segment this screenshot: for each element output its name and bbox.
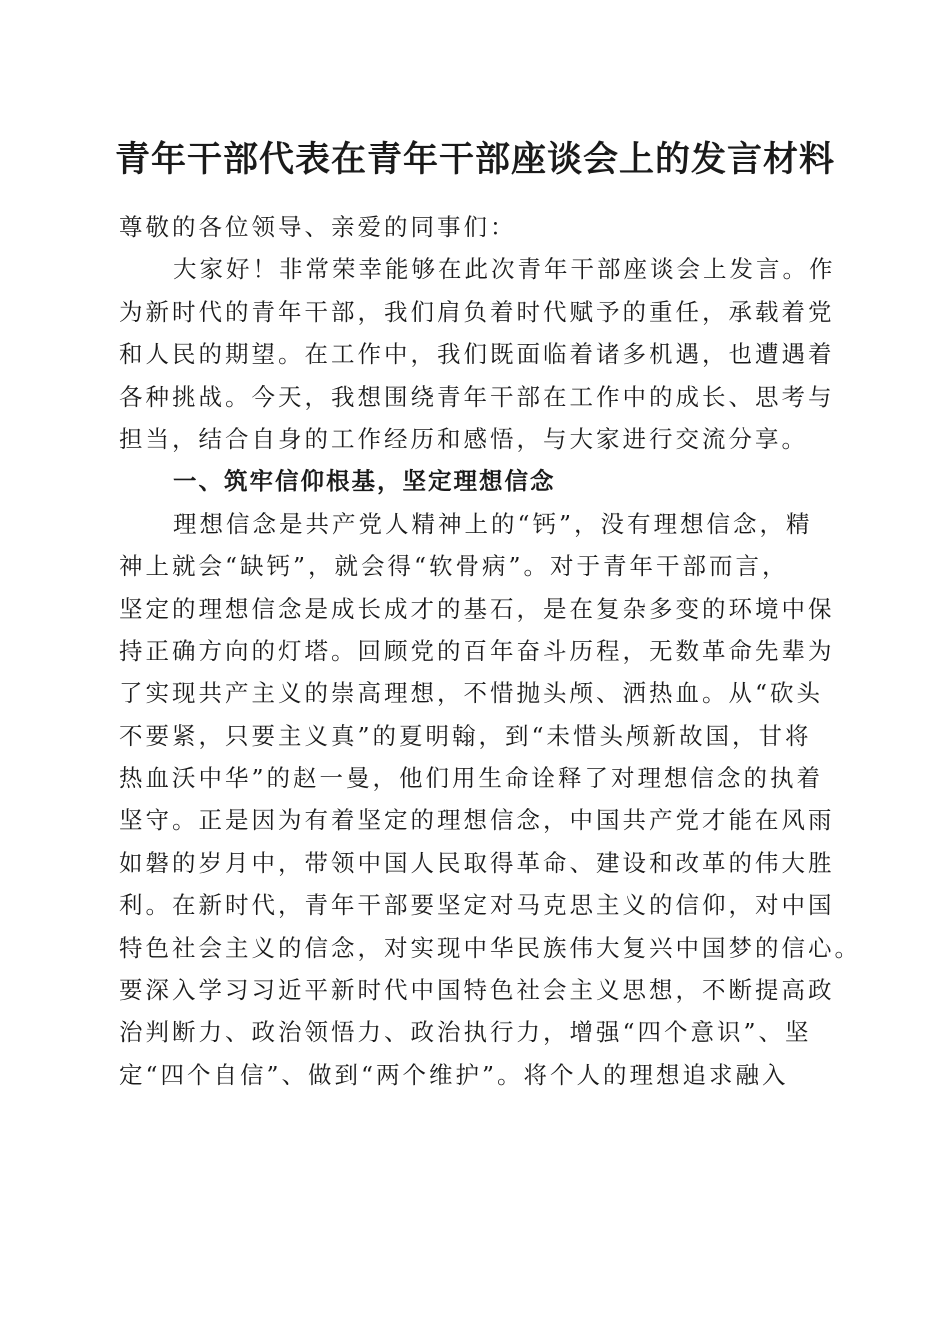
paragraph-line: 定“四个自信”、做到“两个维护”。将个人的理想追求融入 (119, 1060, 789, 1089)
paragraph-line: 为新时代的青年干部，我们肩负着时代赋予的重任，承载着党 (119, 297, 835, 326)
paragraph-line: 神上就会“缺钙”，就会得“软骨病”。对于青年干部而言， (119, 552, 789, 581)
paragraph-line: 热血沃中华”的赵一曼，他们用生命诠释了对理想信念的执着 (119, 764, 824, 793)
paragraph-line: 要深入学习习近平新时代中国特色社会主义思想，不断提高政 (119, 976, 835, 1005)
paragraph-line: 利。在新时代，青年干部要坚定对马克思主义的信仰，对中国 (119, 891, 835, 920)
document-body (119, 206, 861, 1096)
section-heading: 一、筑牢信仰根基，坚定理想信念 (173, 467, 556, 496)
paragraph-line: 和人民的期望。在工作中，我们既面临着诸多机遇，也遭遇着 (119, 340, 835, 369)
paragraph-line: 各种挑战。今天，我想围绕青年干部在工作中的成长、思考与 (119, 382, 835, 411)
salutation: 尊敬的各位领导、亲爱的同事们： (119, 213, 517, 241)
document-title: 青年干部代表在青年干部座谈会上的发言材料 (114, 139, 835, 180)
paragraph-line: 理想信念是共产党人精神上的“钙”，没有理想信念，精 (173, 509, 813, 538)
paragraph-line: 如磐的岁月中，带领中国人民取得革命、建设和改革的伟大胜 (119, 848, 835, 877)
paragraph-line: 坚守。正是因为有着坚定的理想信念，中国共产党才能在风雨 (119, 806, 835, 835)
paragraph-line: 不要紧，只要主义真”的夏明翰，到“未惜头颅新故国，甘将 (119, 721, 812, 750)
paragraph-line: 特色社会主义的信念，对实现中华民族伟大复兴中国梦的信心。 (119, 933, 861, 962)
paragraph-line: 治判断力、政治领悟力、政治执行力，增强“四个意识”、坚 (119, 1018, 812, 1047)
paragraph-line: 坚定的理想信念是成长成才的基石，是在复杂多变的环境中保 (119, 594, 835, 623)
paragraph-line: 大家好！非常荣幸能够在此次青年干部座谈会上发言。作 (173, 255, 836, 284)
paragraph-line: 了实现共产主义的崇高理想，不惜抛头颅、洒热血。从“砍头 (119, 679, 824, 708)
paragraph-line: 担当，结合自身的工作经历和感悟，与大家进行交流分享。 (119, 424, 808, 453)
paragraph-line: 持正确方向的灯塔。回顾党的百年奋斗历程，无数革命先辈为 (119, 636, 835, 665)
